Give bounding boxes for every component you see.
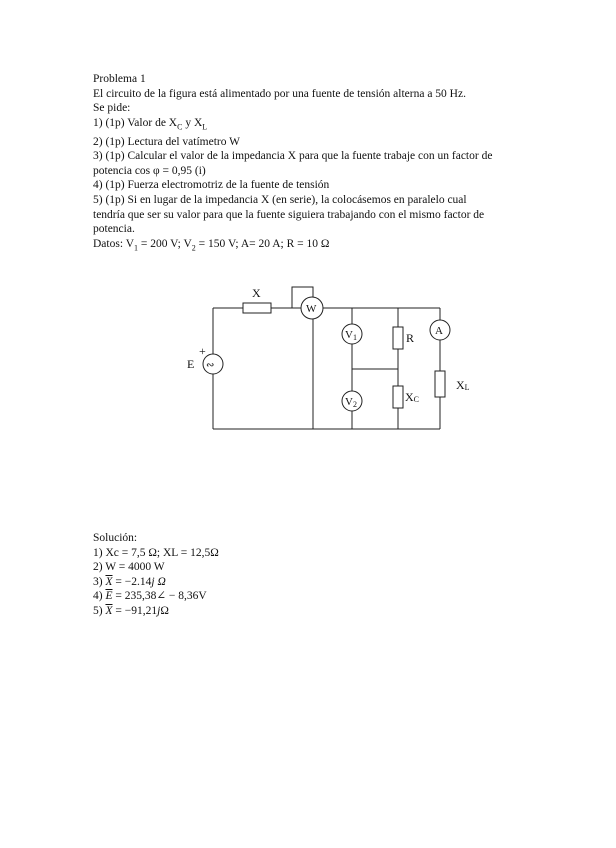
question-4: 4) (1p) Fuerza electromotriz de la fuente de tensión [93,179,330,192]
question-2: 2) (1p) Lectura del vatímetro W [93,135,240,148]
question-5-line1: 5) (1p) Si en lugar de la impedancia X (en serie), la colocásemos en paralelo cual [93,194,467,207]
solution-2: 2) W = 4000 W [93,561,165,574]
question-1: 1) (1p) Valor de $X_C$ y $X_L$ [93,116,208,132]
label-x: X [252,286,261,300]
label-a: A [435,325,443,337]
label-w: W [306,303,317,315]
solution-4: 4) $\overline{E}$ = 235,38∠ − 8,36V [93,590,207,603]
solution-1: 1) Xc = 7,5 Ω; XL = 12,5Ω [93,546,219,559]
question-5-line3: potencia. [93,223,135,236]
label-e: E [187,357,195,371]
resistor-r [393,327,403,349]
label-plus: + [199,344,206,358]
solution-3: 3) $\overline{X} = -2.14j$ Ω [93,575,166,588]
label-xl: XL [456,378,470,392]
solution-title: Solución: [93,532,138,544]
label-v1: V1 [345,329,357,342]
impedance-x-resistor [243,303,271,313]
question-3-line1: 3) (1p) Calcular el valor de la impedancia X para que la fuente trabaje con un factor de [93,150,493,163]
question-3-line2: potencia cos φ = 0,95 (i) [93,164,206,177]
capacitor-xc [393,386,403,408]
label-r: R [406,331,415,345]
label-xc: XC [405,390,420,404]
problem-intro: El circuito de la figura está alimentado por una fuente de tensión alterna a 50 Hz. [93,87,466,100]
question-5-line2: tendría que ser su valor para que la fuente siguiera trabajando con el mismo factor de [93,208,485,221]
problem-title: Problema 1 [93,73,146,85]
source-symbol: ∾ [206,360,215,371]
solution-5: 5) $\overline{X} = -91,21j\Omega$ [93,604,169,617]
inductor-xl [435,371,445,397]
given-data: Datos: $V_1 = 200$ V; $V_2 = 150$ V; A= 20 A; R = 10 Ω [93,238,330,253]
label-v2: V2 [345,396,357,409]
problem-ask: Se pide: [93,102,131,115]
solution-block [93,531,219,619]
